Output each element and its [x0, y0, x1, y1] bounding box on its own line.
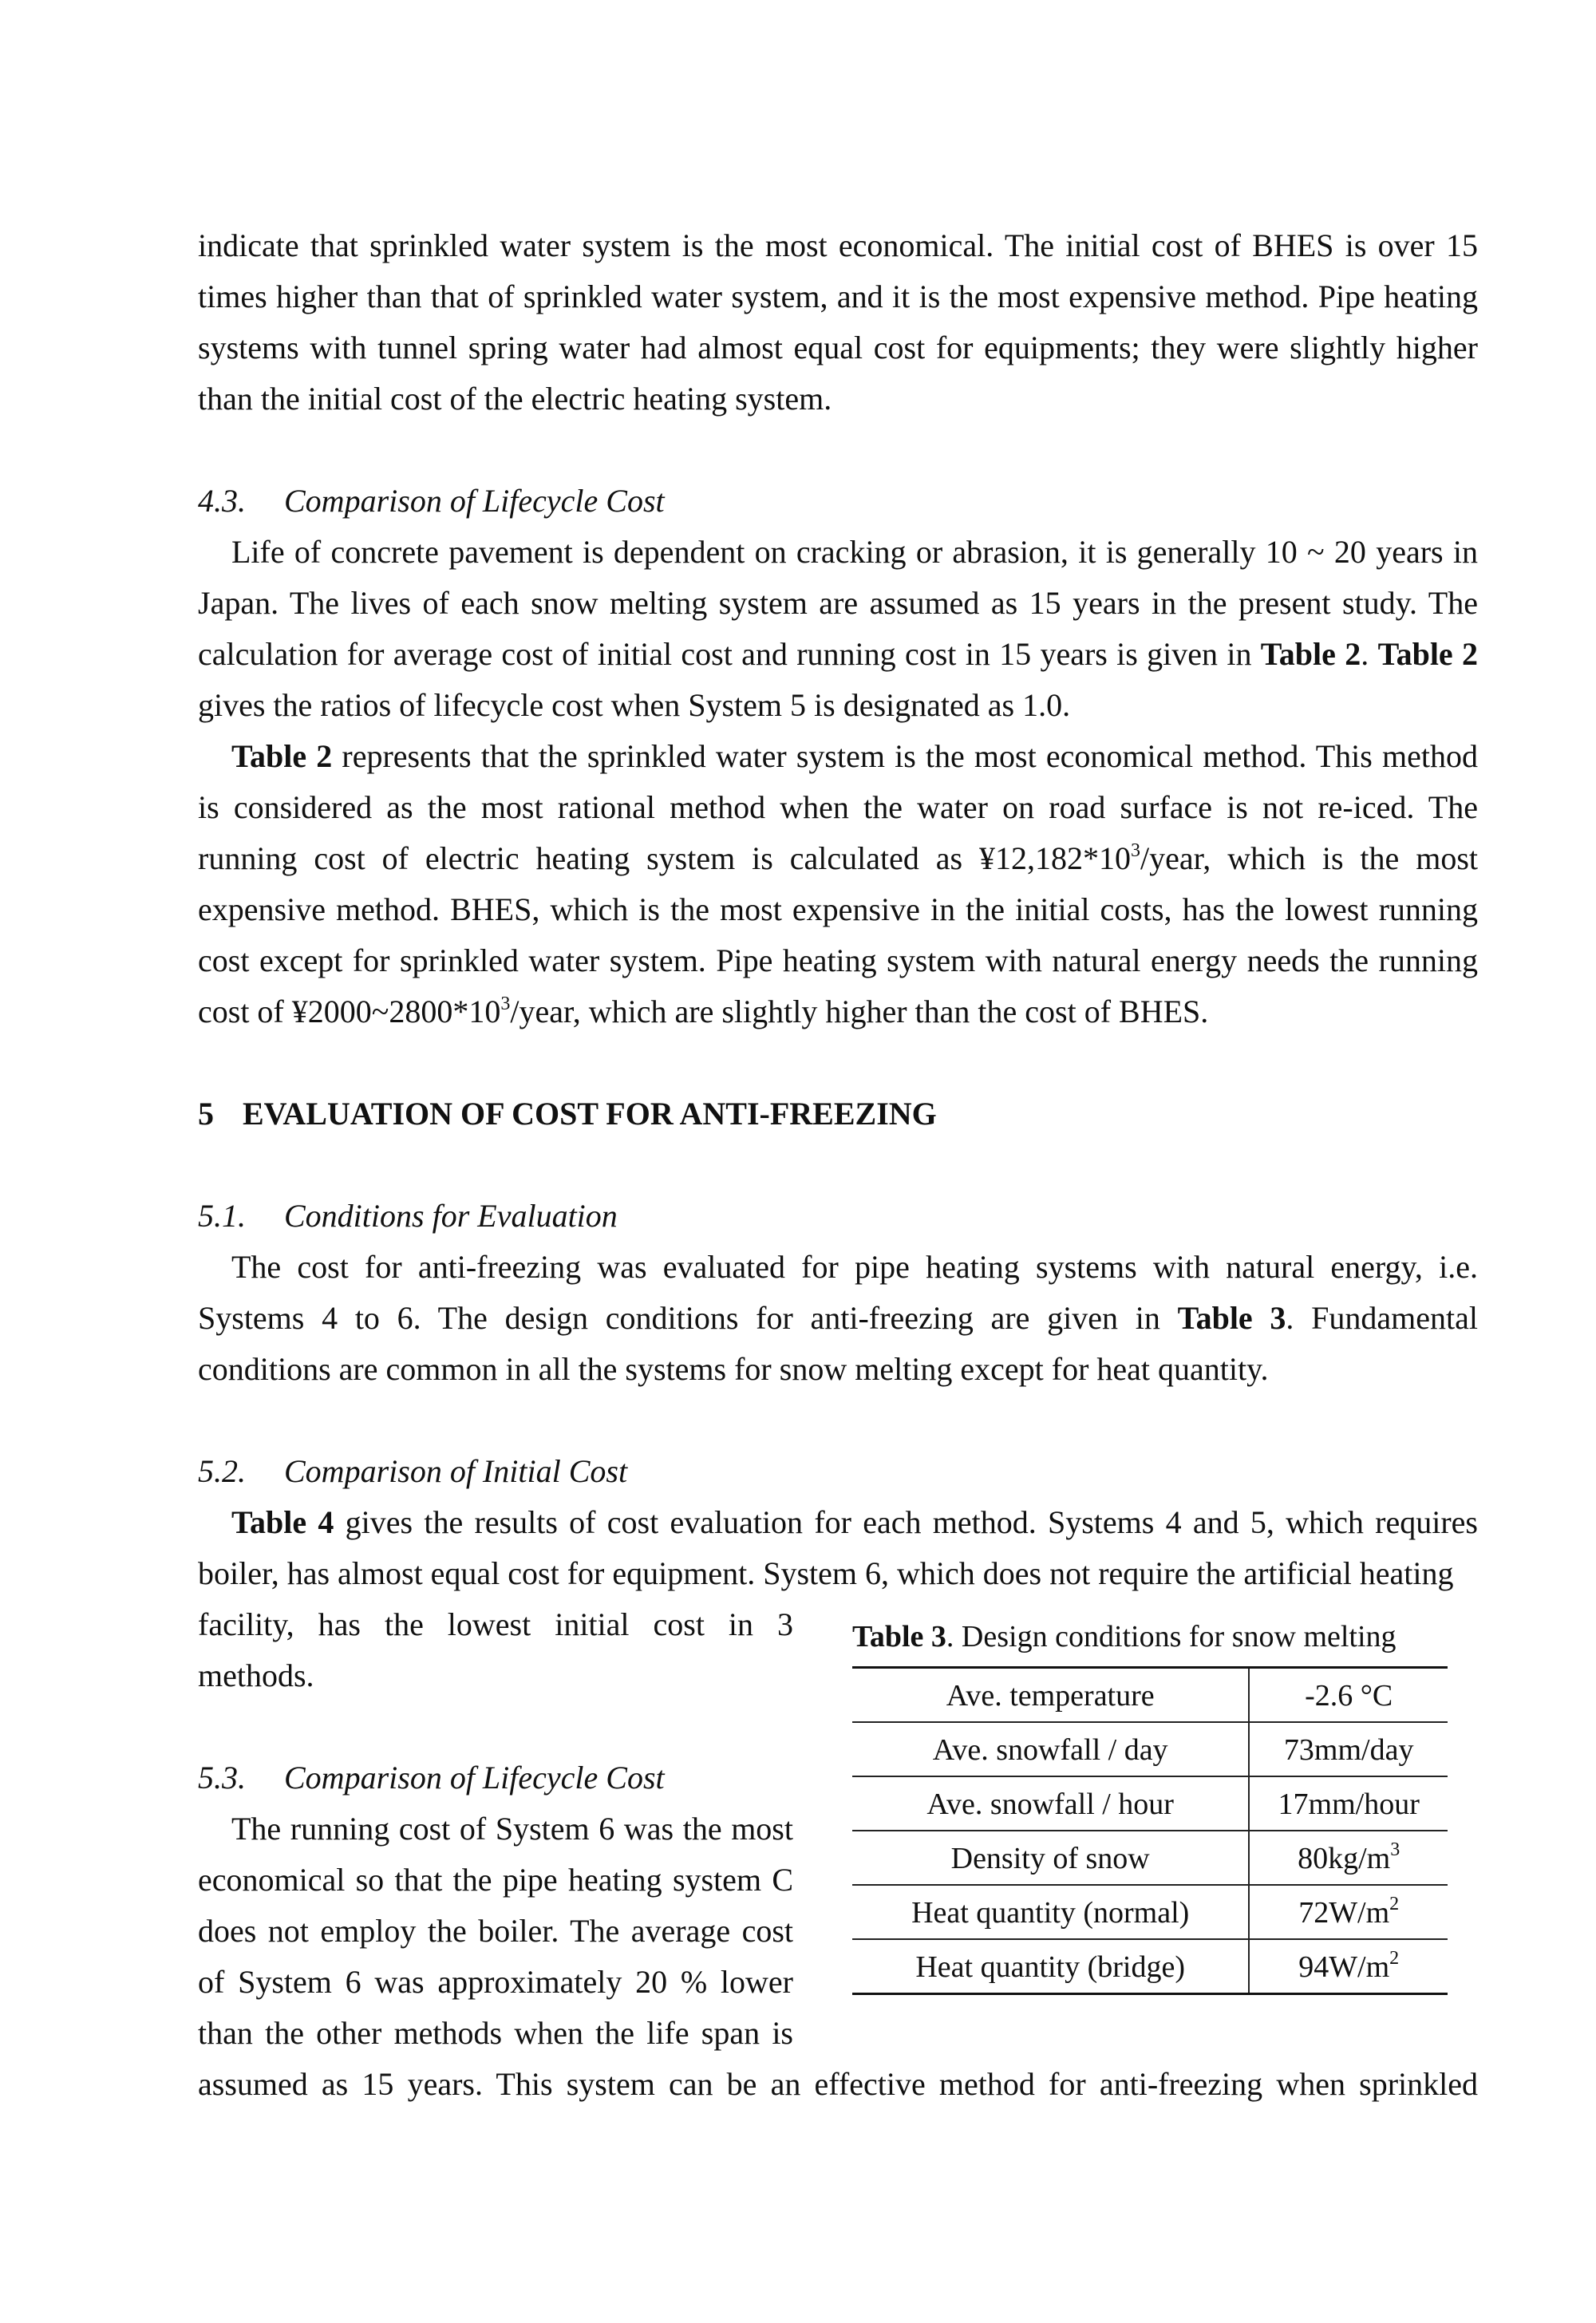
section-number: 4.3.	[198, 483, 246, 519]
section-5-2-paragraph	[198, 1497, 1478, 1599]
table-3-caption	[852, 1617, 1448, 1657]
table-reference: Table 2	[1377, 636, 1478, 672]
table-row	[852, 1831, 1448, 1885]
section-5-heading	[198, 1088, 937, 1140]
section-5-3-line: The running cost of System 6 was the most	[231, 1811, 793, 1847]
section-number: 5.1.	[198, 1198, 246, 1234]
intro-line-1: indicate that sprinkled water system is the most economical. The initial cost of BHES is over 15	[198, 227, 1478, 263]
table-row	[852, 1668, 1448, 1723]
table-cell-label: Heat quantity (bridge)	[852, 1939, 1249, 1994]
section-title: Comparison of Lifecycle Cost	[284, 483, 665, 519]
table-row	[852, 1722, 1448, 1776]
superscript: 3	[1390, 1839, 1400, 1861]
text-run: gives the results of cost evaluation for each method. Systems 4 and 5, which requires boiler, has almost equal cost for equipment. System 6, which does not require the artificial heating	[198, 1504, 1478, 1591]
table-cell-label: Ave. snowfall / hour	[852, 1776, 1249, 1831]
value-text: -2.6 °C	[1305, 1679, 1393, 1713]
table-cell-label: Ave. snowfall / day	[852, 1722, 1249, 1776]
intro-line-3: systems with tunnel spring water had almost equal cost for equipments; they were slightly higher	[198, 330, 1478, 365]
table-cell-value	[1249, 1776, 1448, 1831]
value-text: 73mm/day	[1283, 1733, 1414, 1767]
table-cell-value	[1249, 1885, 1448, 1939]
superscript: 3	[1130, 840, 1140, 861]
value-text: 17mm/hour	[1278, 1788, 1420, 1821]
intro-line-2: times higher than that of sprinkled water system, and it is the most expensive method. Pipe heating	[198, 279, 1478, 314]
table-reference: Table 3	[1177, 1300, 1286, 1336]
text-run: Life of concrete pavement is dependent on cracking or abrasion, it is generally 10 ~ 20 years in Japan. The lives of each snow melting system are assumed as 15 years in the present study. The calculation for average cost of initial cost and running cost in 15 years is given in	[198, 534, 1478, 672]
text-run: /year, which is the most expensive method. BHES, which is the most expensive in the initial costs, has the lowest running cost except for sprinkled water system. Pipe heating system with natural energy needs the running cost of ¥2000~2800*10	[198, 840, 1478, 1029]
section-5-3-line: than the other methods when the life span is	[198, 2015, 793, 2051]
table-cell-value	[1249, 1831, 1448, 1885]
section-4-3-paragraph-2	[198, 731, 1478, 1037]
value-text: 94W/m	[1298, 1950, 1390, 1984]
value-text: 72W/m	[1298, 1896, 1390, 1930]
section-number: 5	[198, 1096, 214, 1132]
section-title: Conditions for Evaluation	[284, 1198, 618, 1234]
intro-line-4: than the initial cost of the electric heating system.	[198, 381, 832, 417]
section-5-2-line: methods.	[198, 1657, 314, 1693]
table-cell-value	[1249, 1722, 1448, 1776]
text-run: . Fundamental conditions are common in all the systems for snow melting except for heat quantity.	[198, 1300, 1478, 1387]
section-4-3-heading	[198, 476, 665, 527]
table-reference: Table 4	[231, 1504, 334, 1540]
section-5-3-line: does not employ the boiler. The average cost	[198, 1913, 793, 1949]
section-5-2-line: facility, has the lowest initial cost in 3	[198, 1606, 793, 1642]
table-3	[852, 1666, 1448, 1995]
table-label: Table 3	[852, 1620, 946, 1653]
section-5-1-paragraph	[198, 1242, 1478, 1395]
section-5-1-heading	[198, 1191, 618, 1242]
section-5-2-heading	[198, 1446, 627, 1497]
table-row	[852, 1939, 1448, 1994]
table-cell-label: Heat quantity (normal)	[852, 1885, 1249, 1939]
section-title: Comparison of Lifecycle Cost	[284, 1760, 665, 1796]
section-5-3-line: assumed as 15 years. This system can be an effective method for anti-freezing when sprinkled	[198, 2066, 1478, 2102]
section-5-3-line: of System 6 was approximately 20 % lower	[198, 1964, 793, 2000]
section-5-3-line: economical so that the pipe heating system C	[198, 1862, 793, 1898]
superscript: 3	[500, 993, 511, 1014]
table-row	[852, 1885, 1448, 1939]
table-cell-value	[1249, 1668, 1448, 1723]
table-cell-label: Density of snow	[852, 1831, 1249, 1885]
table-reference: Table 2	[231, 738, 333, 774]
table-cell-label: Ave. temperature	[852, 1668, 1249, 1723]
section-5-3-heading	[198, 1752, 665, 1803]
text-run: /year, which are slightly higher than the cost of BHES.	[510, 994, 1209, 1029]
table-cell-value	[1249, 1939, 1448, 1994]
text-run: The cost for anti-freezing was evaluated for pipe heating systems with natural energy, i.e. Systems 4 to 6. The design conditions for anti-freezing are given in	[198, 1249, 1478, 1336]
table-row	[852, 1776, 1448, 1831]
table-reference: Table 2	[1260, 636, 1361, 672]
section-number: 5.3.	[198, 1760, 246, 1796]
text-run: gives the ratios of lifecycle cost when System 5 is designated as 1.0.	[198, 687, 1071, 723]
section-number: 5.2.	[198, 1453, 246, 1489]
text-run: .	[1361, 636, 1378, 672]
text-run: represents that the sprinkled water system is the most economical method. This method is considered as the most rational method when the water on road surface is not re-iced. The running cost of electric heating system is calculated as ¥12,182*10	[198, 738, 1478, 876]
section-title: Comparison of Initial Cost	[284, 1453, 628, 1489]
caption-text: . Design conditions for snow melting	[946, 1620, 1396, 1653]
value-text: 80kg/m	[1298, 1842, 1391, 1875]
section-title: EVALUATION OF COST FOR ANTI-FREEZING	[243, 1096, 937, 1132]
section-4-3-paragraph-1	[198, 527, 1478, 731]
superscript: 2	[1389, 1948, 1400, 1969]
superscript: 2	[1389, 1894, 1400, 1915]
